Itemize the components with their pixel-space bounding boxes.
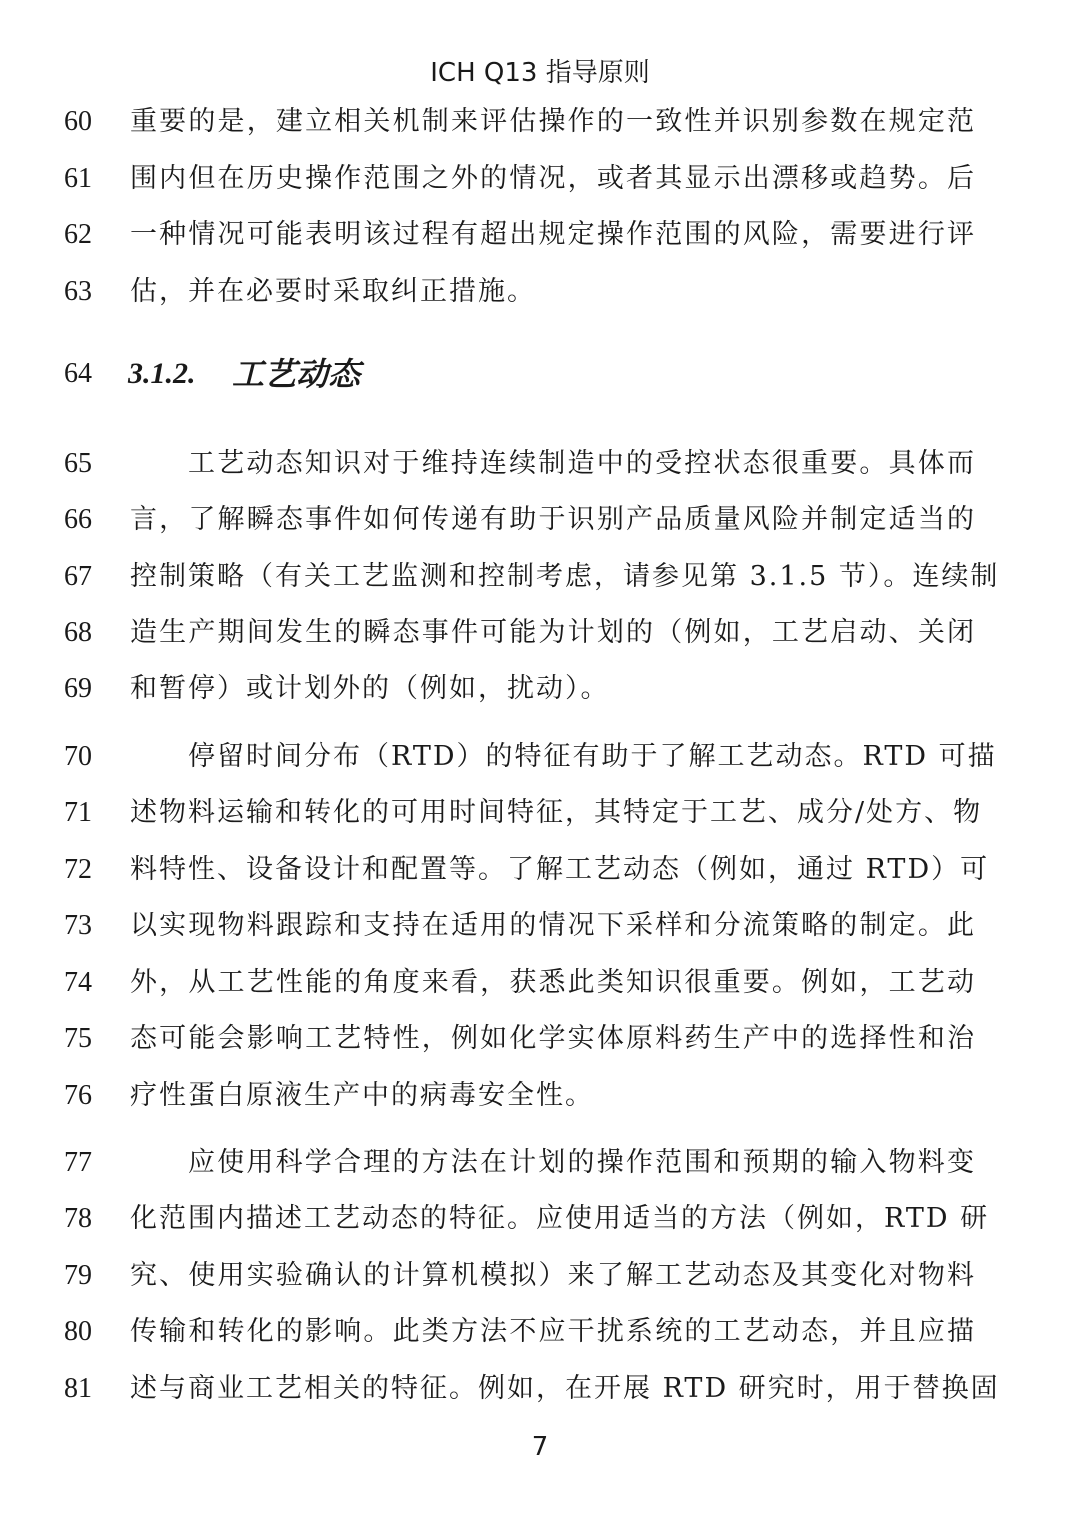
line-text: 究、使用实验确认的计算机模拟）来了解工艺动态及其变化对物料 [130, 1260, 976, 1291]
text-line [0, 850, 1080, 890]
text-line [0, 613, 1080, 653]
line-number: 70 [64, 741, 92, 772]
line-text: 控制策略（有关工艺监测和控制考虑，请参见第 3.1.5 节）。连续制 [130, 561, 1000, 592]
line-number: 81 [64, 1373, 92, 1404]
line-number: 67 [64, 561, 92, 592]
text-line [0, 102, 1080, 142]
text-line [0, 500, 1080, 540]
line-text: 态可能会影响工艺特性，例如化学实体原料药生产中的选择性和治 [130, 1023, 976, 1054]
line-text: 停留时间分布（RTD）的特征有助于了解工艺动态。RTD 可描 [188, 741, 997, 772]
line-number: 79 [64, 1260, 92, 1291]
line-number: 77 [64, 1147, 92, 1178]
line-text: 重要的是，建立相关机制来评估操作的一致性并识别参数在规定范 [130, 106, 976, 137]
document-header: ICH Q13 指导原则 [430, 58, 650, 88]
line-number: 63 [64, 276, 92, 307]
line-number: 72 [64, 854, 92, 885]
line-text: 疗性蛋白原液生产中的病毒安全性。 [130, 1080, 594, 1111]
line-text: 言，了解瞬态事件如何传递有助于识别产品质量风险并制定适当的 [130, 504, 976, 535]
line-number: 74 [64, 967, 92, 998]
line-text: 以实现物料跟踪和支持在适用的情况下采样和分流策略的制定。此 [130, 910, 976, 941]
line-number: 62 [64, 219, 92, 250]
page-number: 7 [531, 1432, 549, 1462]
line-number: 60 [64, 106, 92, 137]
line-text: 应使用科学合理的方法在计划的操作范围和预期的输入物料变 [188, 1147, 976, 1178]
text-line [0, 1369, 1080, 1409]
line-number: 64 [64, 358, 92, 389]
text-line [0, 1199, 1080, 1239]
section-number: 3.1.2. [128, 357, 196, 390]
line-number: 66 [64, 504, 92, 535]
text-line [0, 557, 1080, 597]
line-number: 80 [64, 1316, 92, 1347]
line-number: 68 [64, 617, 92, 648]
line-number: 65 [64, 448, 92, 479]
text-line [0, 669, 1080, 709]
line-text: 工艺动态知识对于维持连续制造中的受控状态很重要。具体而 [188, 448, 976, 479]
text-line [0, 793, 1080, 833]
text-line [0, 1312, 1080, 1352]
line-text: 造生产期间发生的瞬态事件可能为计划的（例如，工艺启动、关闭 [130, 617, 976, 648]
line-text: 和暂停）或计划外的（例如，扰动）。 [130, 673, 610, 704]
line-number: 69 [64, 673, 92, 704]
text-line [0, 1076, 1080, 1116]
text-line [0, 906, 1080, 946]
line-text: 化范围内描述工艺动态的特征。应使用适当的方法（例如，RTD 研 [130, 1203, 990, 1234]
text-line [0, 1143, 1080, 1183]
text-line [0, 737, 1080, 777]
text-line [0, 272, 1080, 312]
text-line [0, 159, 1080, 199]
text-line [0, 1019, 1080, 1059]
section-heading [0, 354, 1080, 394]
line-text: 述与商业工艺相关的特征。例如，在开展 RTD 研究时，用于替换固 [130, 1373, 1000, 1404]
line-number: 71 [64, 797, 92, 828]
line-text: 估，并在必要时采取纠正措施。 [130, 276, 536, 307]
line-text: 围内但在历史操作范围之外的情况，或者其显示出漂移或趋势。后 [130, 163, 976, 194]
text-line [0, 215, 1080, 255]
line-number: 73 [64, 910, 92, 941]
line-text: 外，从工艺性能的角度来看，获悉此类知识很重要。例如，工艺动 [130, 967, 976, 998]
line-text: 述物料运输和转化的可用时间特征，其特定于工艺、成分/处方、物 [130, 797, 983, 828]
line-text: 一种情况可能表明该过程有超出规定操作范围的风险，需要进行评 [130, 219, 976, 250]
line-number: 75 [64, 1023, 92, 1054]
line-number: 78 [64, 1203, 92, 1234]
text-line [0, 963, 1080, 1003]
line-number: 61 [64, 163, 92, 194]
line-number: 76 [64, 1080, 92, 1111]
text-line [0, 444, 1080, 484]
line-text: 料特性、设备设计和配置等。了解工艺动态（例如，通过 RTD）可 [130, 854, 990, 885]
section-title: 工艺动态 [232, 355, 361, 393]
line-text: 传输和转化的影响。此类方法不应干扰系统的工艺动态，并且应描 [130, 1316, 976, 1347]
text-line [0, 1256, 1080, 1296]
